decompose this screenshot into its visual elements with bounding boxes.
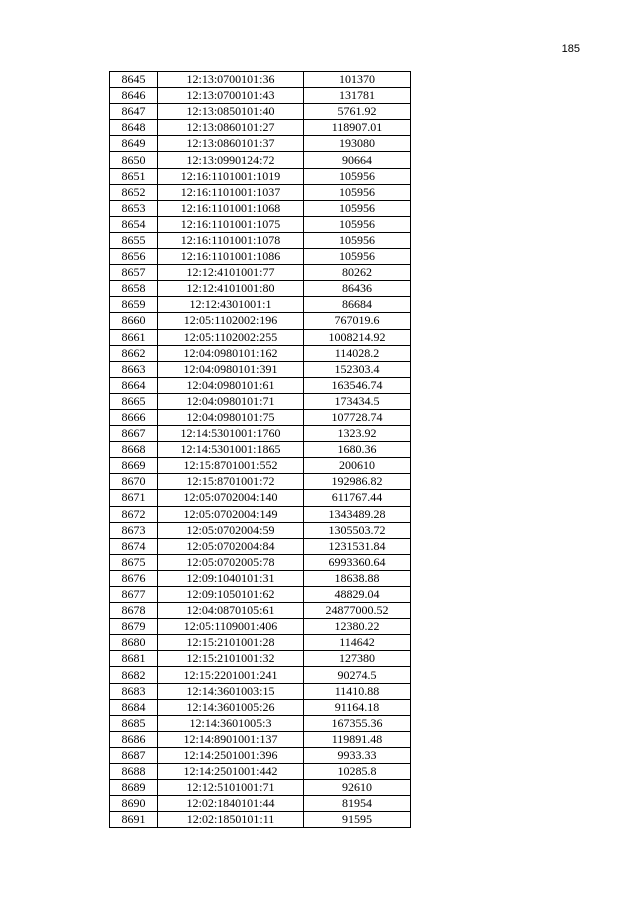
row-number-cell: 8666 <box>110 409 158 425</box>
row-number-cell: 8662 <box>110 345 158 361</box>
row-number-cell: 8661 <box>110 329 158 345</box>
value-cell: 131781 <box>304 88 411 104</box>
cadastral-number-cell: 12:05:1102002:255 <box>158 329 304 345</box>
cadastral-number-cell: 12:04:0980101:391 <box>158 361 304 377</box>
cadastral-number-cell: 12:16:1101001:1075 <box>158 216 304 232</box>
row-number-cell: 8670 <box>110 474 158 490</box>
row-number-cell: 8654 <box>110 216 158 232</box>
cadastral-number-cell: 12:02:1840101:44 <box>158 796 304 812</box>
value-cell: 24877000.52 <box>304 603 411 619</box>
cadastral-number-cell: 12:15:8701001:552 <box>158 458 304 474</box>
row-number-cell: 8657 <box>110 265 158 281</box>
table-row <box>110 426 411 442</box>
table-row <box>110 474 411 490</box>
table-row <box>110 377 411 393</box>
value-cell: 101370 <box>304 72 411 88</box>
cadastral-number-cell: 12:04:0980101:61 <box>158 377 304 393</box>
value-cell: 5761.92 <box>304 104 411 120</box>
value-cell: 11410.88 <box>304 683 411 699</box>
row-number-cell: 8667 <box>110 426 158 442</box>
value-cell: 90664 <box>304 152 411 168</box>
cadastral-number-cell: 12:05:1102002:196 <box>158 313 304 329</box>
row-number-cell: 8687 <box>110 747 158 763</box>
table-row <box>110 184 411 200</box>
value-cell: 1323.92 <box>304 426 411 442</box>
cadastral-number-cell: 12:02:1850101:11 <box>158 812 304 828</box>
row-number-cell: 8646 <box>110 88 158 104</box>
cadastral-number-cell: 12:16:1101001:1086 <box>158 249 304 265</box>
table-row <box>110 570 411 586</box>
table-row <box>110 812 411 828</box>
table-row <box>110 152 411 168</box>
row-number-cell: 8664 <box>110 377 158 393</box>
table-row <box>110 345 411 361</box>
row-number-cell: 8656 <box>110 249 158 265</box>
cadastral-number-cell: 12:13:0700101:36 <box>158 72 304 88</box>
value-cell: 12380.22 <box>304 619 411 635</box>
table-row <box>110 409 411 425</box>
cadastral-number-cell: 12:04:0980101:71 <box>158 393 304 409</box>
table-row <box>110 603 411 619</box>
cadastral-number-cell: 12:14:2501001:442 <box>158 764 304 780</box>
value-cell: 1231531.84 <box>304 538 411 554</box>
cadastral-number-cell: 12:13:0860101:37 <box>158 136 304 152</box>
table-row <box>110 522 411 538</box>
cadastral-number-cell: 12:15:8701001:72 <box>158 474 304 490</box>
value-cell: 10285.8 <box>304 764 411 780</box>
cadastral-number-cell: 12:14:3601003:15 <box>158 683 304 699</box>
cadastral-number-cell: 12:05:0702004:149 <box>158 506 304 522</box>
table-row <box>110 249 411 265</box>
value-cell: 167355.36 <box>304 715 411 731</box>
cadastral-number-cell: 12:05:0702004:59 <box>158 522 304 538</box>
table-row <box>110 393 411 409</box>
value-cell: 200610 <box>304 458 411 474</box>
table-row <box>110 667 411 683</box>
table-row <box>110 329 411 345</box>
row-number-cell: 8647 <box>110 104 158 120</box>
row-number-cell: 8686 <box>110 731 158 747</box>
row-number-cell: 8689 <box>110 780 158 796</box>
value-cell: 92610 <box>304 780 411 796</box>
value-cell: 86684 <box>304 297 411 313</box>
value-cell: 105956 <box>304 232 411 248</box>
value-cell: 6993360.64 <box>304 554 411 570</box>
table-row <box>110 538 411 554</box>
row-number-cell: 8648 <box>110 120 158 136</box>
row-number-cell: 8669 <box>110 458 158 474</box>
value-cell: 152303.4 <box>304 361 411 377</box>
row-number-cell: 8682 <box>110 667 158 683</box>
row-number-cell: 8681 <box>110 651 158 667</box>
table-row <box>110 265 411 281</box>
value-cell: 90274.5 <box>304 667 411 683</box>
value-cell: 81954 <box>304 796 411 812</box>
table-row <box>110 715 411 731</box>
cadastral-number-cell: 12:14:8901001:137 <box>158 731 304 747</box>
row-number-cell: 8660 <box>110 313 158 329</box>
row-number-cell: 8688 <box>110 764 158 780</box>
row-number-cell: 8673 <box>110 522 158 538</box>
value-cell: 118907.01 <box>304 120 411 136</box>
row-number-cell: 8655 <box>110 232 158 248</box>
row-number-cell: 8675 <box>110 554 158 570</box>
value-cell: 173434.5 <box>304 393 411 409</box>
page-number: 185 <box>561 43 580 55</box>
table-row <box>110 699 411 715</box>
cadastral-number-cell: 12:13:0700101:43 <box>158 88 304 104</box>
value-cell: 86436 <box>304 281 411 297</box>
table-row <box>110 731 411 747</box>
table-row <box>110 88 411 104</box>
table-row <box>110 281 411 297</box>
value-cell: 767019.6 <box>304 313 411 329</box>
row-number-cell: 8668 <box>110 442 158 458</box>
row-number-cell: 8663 <box>110 361 158 377</box>
value-cell: 105956 <box>304 200 411 216</box>
cadastral-number-cell: 12:15:2201001:241 <box>158 667 304 683</box>
row-number-cell: 8665 <box>110 393 158 409</box>
row-number-cell: 8649 <box>110 136 158 152</box>
value-cell: 105956 <box>304 249 411 265</box>
cadastral-number-cell: 12:14:3601005:3 <box>158 715 304 731</box>
cadastral-number-cell: 12:04:0870105:61 <box>158 603 304 619</box>
value-cell: 1343489.28 <box>304 506 411 522</box>
cadastral-number-cell: 12:12:4101001:80 <box>158 281 304 297</box>
cadastral-number-cell: 12:09:1040101:31 <box>158 570 304 586</box>
cadastral-number-cell: 12:04:0980101:75 <box>158 409 304 425</box>
value-cell: 192986.82 <box>304 474 411 490</box>
value-cell: 1305503.72 <box>304 522 411 538</box>
data-table <box>109 71 411 828</box>
value-cell: 105956 <box>304 216 411 232</box>
cadastral-number-cell: 12:12:4101001:77 <box>158 265 304 281</box>
cadastral-number-cell: 12:12:4301001:1 <box>158 297 304 313</box>
table-row <box>110 506 411 522</box>
row-number-cell: 8652 <box>110 184 158 200</box>
table-row <box>110 619 411 635</box>
value-cell: 127380 <box>304 651 411 667</box>
table-row <box>110 587 411 603</box>
row-number-cell: 8653 <box>110 200 158 216</box>
cadastral-number-cell: 12:05:0702005:78 <box>158 554 304 570</box>
row-number-cell: 8684 <box>110 699 158 715</box>
value-cell: 114642 <box>304 635 411 651</box>
row-number-cell: 8678 <box>110 603 158 619</box>
table-row <box>110 554 411 570</box>
value-cell: 91164.18 <box>304 699 411 715</box>
table-row <box>110 361 411 377</box>
row-number-cell: 8650 <box>110 152 158 168</box>
cadastral-number-cell: 12:13:0850101:40 <box>158 104 304 120</box>
table-row <box>110 635 411 651</box>
value-cell: 48829.04 <box>304 587 411 603</box>
cadastral-number-cell: 12:05:1109001:406 <box>158 619 304 635</box>
table-row <box>110 747 411 763</box>
row-number-cell: 8659 <box>110 297 158 313</box>
row-number-cell: 8690 <box>110 796 158 812</box>
cadastral-number-cell: 12:16:1101001:1037 <box>158 184 304 200</box>
value-cell: 611767.44 <box>304 490 411 506</box>
cadastral-number-cell: 12:15:2101001:32 <box>158 651 304 667</box>
row-number-cell: 8671 <box>110 490 158 506</box>
row-number-cell: 8674 <box>110 538 158 554</box>
table-body <box>110 72 411 828</box>
table-row <box>110 490 411 506</box>
cadastral-number-cell: 12:09:1050101:62 <box>158 587 304 603</box>
table-row <box>110 168 411 184</box>
value-cell: 107728.74 <box>304 409 411 425</box>
table-row <box>110 72 411 88</box>
table-row <box>110 780 411 796</box>
row-number-cell: 8676 <box>110 570 158 586</box>
value-cell: 105956 <box>304 184 411 200</box>
value-cell: 119891.48 <box>304 731 411 747</box>
value-cell: 163546.74 <box>304 377 411 393</box>
cadastral-number-cell: 12:05:0702004:140 <box>158 490 304 506</box>
table-row <box>110 442 411 458</box>
table-row <box>110 651 411 667</box>
cadastral-number-cell: 12:16:1101001:1078 <box>158 232 304 248</box>
row-number-cell: 8691 <box>110 812 158 828</box>
table-row <box>110 136 411 152</box>
row-number-cell: 8677 <box>110 587 158 603</box>
cadastral-number-cell: 12:15:2101001:28 <box>158 635 304 651</box>
table-row <box>110 120 411 136</box>
table-row <box>110 764 411 780</box>
table-row <box>110 458 411 474</box>
row-number-cell: 8680 <box>110 635 158 651</box>
value-cell: 9933.33 <box>304 747 411 763</box>
cadastral-number-cell: 12:14:2501001:396 <box>158 747 304 763</box>
table-row <box>110 232 411 248</box>
value-cell: 18638.88 <box>304 570 411 586</box>
row-number-cell: 8679 <box>110 619 158 635</box>
table-row <box>110 104 411 120</box>
cadastral-number-cell: 12:14:3601005:26 <box>158 699 304 715</box>
cadastral-number-cell: 12:12:5101001:71 <box>158 780 304 796</box>
cadastral-number-cell: 12:04:0980101:162 <box>158 345 304 361</box>
row-number-cell: 8645 <box>110 72 158 88</box>
value-cell: 91595 <box>304 812 411 828</box>
cadastral-number-cell: 12:13:0860101:27 <box>158 120 304 136</box>
cadastral-number-cell: 12:14:5301001:1865 <box>158 442 304 458</box>
value-cell: 1680.36 <box>304 442 411 458</box>
value-cell: 105956 <box>304 168 411 184</box>
row-number-cell: 8685 <box>110 715 158 731</box>
row-number-cell: 8672 <box>110 506 158 522</box>
table-row <box>110 683 411 699</box>
row-number-cell: 8658 <box>110 281 158 297</box>
cadastral-number-cell: 12:16:1101001:1068 <box>158 200 304 216</box>
table-row <box>110 200 411 216</box>
value-cell: 80262 <box>304 265 411 281</box>
cadastral-number-cell: 12:05:0702004:84 <box>158 538 304 554</box>
table-row <box>110 297 411 313</box>
row-number-cell: 8683 <box>110 683 158 699</box>
table-row <box>110 216 411 232</box>
table-row <box>110 313 411 329</box>
cadastral-number-cell: 12:13:0990124:72 <box>158 152 304 168</box>
table-row <box>110 796 411 812</box>
cadastral-number-cell: 12:16:1101001:1019 <box>158 168 304 184</box>
row-number-cell: 8651 <box>110 168 158 184</box>
value-cell: 1008214.92 <box>304 329 411 345</box>
value-cell: 114028.2 <box>304 345 411 361</box>
cadastral-number-cell: 12:14:5301001:1760 <box>158 426 304 442</box>
value-cell: 193080 <box>304 136 411 152</box>
